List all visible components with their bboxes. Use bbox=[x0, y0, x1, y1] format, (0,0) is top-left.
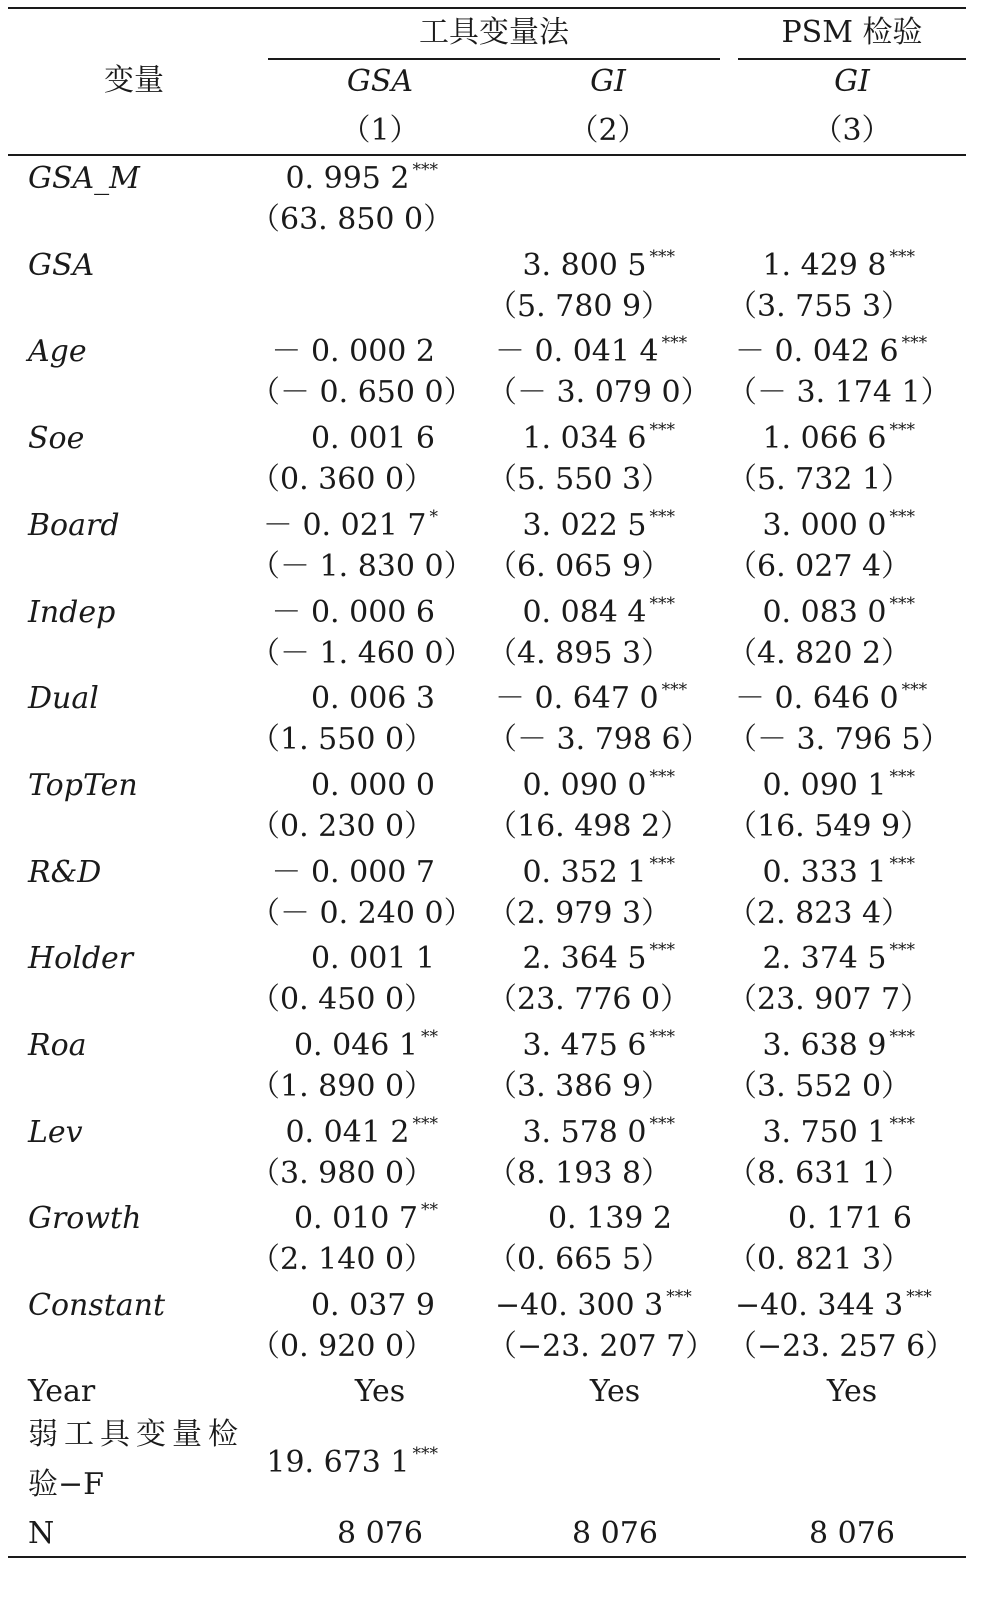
tstat-growth-c3: （0. 821 3） bbox=[727, 1242, 912, 1278]
significance-stars: *** bbox=[901, 680, 928, 701]
col2-number: （2） bbox=[568, 113, 648, 148]
significance-stars: * bbox=[429, 506, 438, 527]
coef-soe-c1 bbox=[258, 421, 438, 457]
coef-value: － 0. 042 6 bbox=[735, 334, 899, 370]
tstat-age-c1: （－ 0. 650 0） bbox=[250, 375, 474, 411]
coef-holder-c3 bbox=[735, 940, 915, 977]
weak-iv-label-line1: 弱工具变量检 bbox=[28, 1417, 244, 1452]
coef-topten-c2 bbox=[495, 766, 675, 803]
coef-topten-c3 bbox=[735, 766, 915, 803]
tstat-indep-c3: （4. 820 2） bbox=[727, 635, 912, 671]
coef-soe-c2 bbox=[495, 420, 675, 457]
coef-gsa-c3 bbox=[735, 246, 915, 283]
coef-value: 0. 001 6 bbox=[310, 421, 435, 457]
coef-indep-c1 bbox=[258, 594, 438, 630]
significance-stars: *** bbox=[412, 1113, 438, 1134]
tstat-growth-c2: （0. 665 5） bbox=[487, 1242, 672, 1278]
tstat-topten-c1: （0. 230 0） bbox=[250, 808, 435, 844]
coef-gsa-c2 bbox=[495, 246, 675, 283]
coef-age-c2 bbox=[495, 333, 688, 370]
row-label-lev: Lev bbox=[28, 1114, 83, 1150]
tstat-topten-c3: （16. 549 9） bbox=[727, 808, 931, 844]
significance-stars: *** bbox=[661, 333, 688, 354]
significance-stars: *** bbox=[889, 1113, 915, 1134]
coef-gsa-m-c3 bbox=[735, 164, 915, 194]
significance-stars: *** bbox=[649, 766, 675, 787]
coef-board-c1 bbox=[258, 506, 438, 543]
significance-stars: *** bbox=[649, 853, 675, 874]
significance-stars: *** bbox=[889, 593, 915, 614]
top-rule bbox=[8, 7, 966, 9]
tstat-growth-c1: （2. 140 0） bbox=[250, 1242, 435, 1278]
row-label-indep: Indep bbox=[28, 594, 116, 630]
coef-value: 1. 429 8 bbox=[762, 247, 887, 283]
coef-value: － 0. 647 0 bbox=[495, 681, 659, 717]
significance-stars: *** bbox=[889, 940, 915, 961]
coef-constant-c2 bbox=[495, 1287, 692, 1324]
coef-roa-c1 bbox=[258, 1027, 438, 1063]
coef-lev-c3 bbox=[735, 1113, 915, 1150]
group-header-psm: PSM 检验 bbox=[781, 15, 923, 50]
tstat-dual-c2: （－ 3. 798 6） bbox=[487, 722, 711, 758]
coef-value: 0. 000 0 bbox=[310, 767, 435, 803]
significance-stars: *** bbox=[666, 1287, 692, 1308]
coef-value: 3. 578 0 bbox=[522, 1114, 647, 1150]
coef-value: 0. 010 7 bbox=[293, 1201, 418, 1237]
tstat-board-c3: （6. 027 4） bbox=[727, 548, 912, 584]
tstat-gsa-c3: （3. 755 3） bbox=[727, 288, 912, 324]
significance-stars: *** bbox=[889, 853, 915, 874]
tstat-dual-c3: （－ 3. 796 5） bbox=[727, 722, 951, 758]
tstat-r-d-c1: （－ 0. 240 0） bbox=[250, 895, 474, 931]
year-col2: Yes bbox=[589, 1374, 641, 1409]
weak-iv-stars: *** bbox=[412, 1444, 438, 1464]
row-label-growth: Growth bbox=[28, 1201, 142, 1237]
coef-value: 1. 034 6 bbox=[522, 421, 647, 457]
significance-stars: *** bbox=[649, 506, 675, 527]
n-col2: 8 076 bbox=[572, 1516, 658, 1551]
group2-underline bbox=[738, 58, 966, 60]
row-label-age: Age bbox=[28, 334, 87, 370]
coef-r-d-c1 bbox=[258, 854, 438, 890]
coef-value: － 0. 041 4 bbox=[495, 334, 659, 370]
significance-stars: *** bbox=[889, 1027, 915, 1047]
tstat-soe-c2: （5. 550 3） bbox=[487, 462, 672, 498]
coef-gsa-m-c2 bbox=[495, 164, 675, 194]
row-label-dual: Dual bbox=[28, 681, 99, 717]
tstat-board-c1: （－ 1. 830 0） bbox=[250, 548, 474, 584]
row-label-r-d: R&D bbox=[28, 854, 102, 890]
coef-value: － 0. 646 0 bbox=[735, 681, 899, 717]
tstat-holder-c1: （0. 450 0） bbox=[250, 982, 435, 1018]
coef-value: 0. 171 6 bbox=[787, 1201, 912, 1237]
tstat-indep-c2: （4. 895 3） bbox=[487, 635, 672, 671]
coef-value: −40. 344 3 bbox=[735, 1288, 904, 1324]
tstat-constant-c3: （−23. 257 6） bbox=[727, 1329, 956, 1365]
coef-roa-c3 bbox=[735, 1027, 915, 1063]
coef-roa-c2 bbox=[495, 1027, 675, 1063]
coef-soe-c3 bbox=[735, 420, 915, 457]
tstat-roa-c2: （3. 386 9） bbox=[487, 1069, 672, 1104]
coef-indep-c2 bbox=[495, 593, 675, 630]
col2-header: GI bbox=[590, 64, 626, 99]
significance-stars: *** bbox=[649, 940, 675, 961]
significance-stars: *** bbox=[889, 766, 915, 787]
bottom-rule bbox=[8, 1556, 966, 1558]
variable-header: 变量 bbox=[104, 63, 164, 98]
coef-growth-c2 bbox=[495, 1201, 675, 1237]
coef-lev-c2 bbox=[495, 1113, 675, 1150]
coef-r-d-c3 bbox=[735, 853, 915, 890]
coef-age-c3 bbox=[735, 333, 928, 370]
significance-stars: *** bbox=[661, 680, 688, 701]
significance-stars: *** bbox=[889, 506, 915, 527]
tstat-lev-c1: （3. 980 0） bbox=[250, 1155, 435, 1191]
significance-stars: ** bbox=[421, 1200, 438, 1221]
coef-value: 0. 084 4 bbox=[522, 594, 647, 630]
coef-gsa-c1 bbox=[258, 251, 438, 281]
n-col1: 8 076 bbox=[337, 1516, 423, 1551]
coef-topten-c1 bbox=[258, 767, 438, 803]
tstat-soe-c1: （0. 360 0） bbox=[250, 462, 435, 498]
tstat-age-c2: （－ 3. 079 0） bbox=[487, 375, 711, 411]
tstat-roa-c3: （3. 552 0） bbox=[727, 1069, 912, 1104]
coef-holder-c2 bbox=[495, 940, 675, 977]
col1-number: （1） bbox=[340, 113, 420, 148]
group-header-iv: 工具变量法 bbox=[419, 15, 569, 50]
coef-value: 3. 750 1 bbox=[762, 1114, 887, 1150]
n-label: N bbox=[28, 1516, 55, 1551]
significance-stars: *** bbox=[649, 1027, 675, 1047]
tstat-constant-c1: （0. 920 0） bbox=[250, 1329, 435, 1365]
coef-value: 0. 995 2 bbox=[285, 161, 410, 196]
significance-stars: *** bbox=[649, 420, 675, 441]
coef-value: 0. 352 1 bbox=[522, 854, 647, 890]
tstat-board-c2: （6. 065 9） bbox=[487, 548, 672, 584]
weak-iv-number: 19. 673 1 bbox=[266, 1445, 410, 1480]
coef-growth-c3 bbox=[735, 1201, 915, 1237]
significance-stars: ** bbox=[421, 1027, 438, 1047]
coef-holder-c1 bbox=[258, 941, 438, 977]
coef-value: 0. 037 9 bbox=[310, 1288, 435, 1324]
significance-stars: *** bbox=[906, 1287, 932, 1308]
coef-value: 1. 066 6 bbox=[762, 421, 887, 457]
tstat-lev-c2: （8. 193 8） bbox=[487, 1155, 672, 1191]
coef-value: −40. 300 3 bbox=[495, 1288, 664, 1324]
col3-header: GI bbox=[834, 64, 870, 99]
col3-number: （3） bbox=[812, 113, 892, 148]
tstat-holder-c3: （23. 907 7） bbox=[727, 982, 931, 1018]
coef-value: － 0. 000 7 bbox=[271, 854, 435, 890]
coef-value: 0. 090 0 bbox=[522, 767, 647, 803]
coef-value: 3. 800 5 bbox=[522, 247, 647, 283]
coef-gsa-m-c1 bbox=[258, 160, 438, 196]
coef-value: 2. 364 5 bbox=[522, 941, 647, 977]
significance-stars: *** bbox=[412, 160, 438, 180]
coef-constant-c1 bbox=[258, 1288, 438, 1324]
group1-underline bbox=[268, 58, 720, 60]
year-col1: Yes bbox=[354, 1374, 406, 1409]
coef-lev-c1 bbox=[258, 1113, 438, 1150]
significance-stars: *** bbox=[649, 593, 675, 614]
coef-value: 3. 022 5 bbox=[522, 507, 647, 543]
coef-value: 0. 333 1 bbox=[762, 854, 887, 890]
coef-value: 3. 475 6 bbox=[522, 1028, 647, 1063]
row-label-soe: Soe bbox=[28, 421, 85, 457]
tstat-dual-c1: （1. 550 0） bbox=[250, 722, 435, 758]
coef-value: 2. 374 5 bbox=[762, 941, 887, 977]
coef-value: 0. 006 3 bbox=[310, 681, 435, 717]
weak-iv-label-line2: 验−F bbox=[28, 1467, 104, 1502]
coef-value: 3. 000 0 bbox=[762, 507, 887, 543]
tstat-age-c3: （－ 3. 174 1） bbox=[727, 375, 951, 411]
tstat-r-d-c3: （2. 823 4） bbox=[727, 895, 912, 931]
year-label: Year bbox=[28, 1374, 96, 1409]
tstat-soe-c3: （5. 732 1） bbox=[727, 462, 912, 498]
coef-value: 0. 139 2 bbox=[547, 1201, 672, 1237]
coef-value: － 0. 000 6 bbox=[271, 594, 435, 630]
coef-dual-c2 bbox=[495, 680, 688, 717]
coef-value: 0. 083 0 bbox=[762, 594, 887, 630]
tstat-indep-c1: （－ 1. 460 0） bbox=[250, 635, 474, 671]
significance-stars: *** bbox=[889, 246, 915, 267]
row-label-holder: Holder bbox=[28, 941, 134, 977]
n-col3: 8 076 bbox=[809, 1516, 895, 1551]
coef-dual-c3 bbox=[735, 680, 928, 717]
tstat-lev-c3: （8. 631 1） bbox=[727, 1155, 912, 1191]
coef-growth-c1 bbox=[258, 1200, 438, 1237]
col1-header: GSA bbox=[346, 64, 414, 99]
row-label-topten: TopTen bbox=[28, 767, 138, 803]
row-label-constant: Constant bbox=[28, 1288, 166, 1324]
tstat-roa-c1: （1. 890 0） bbox=[250, 1069, 435, 1104]
coef-board-c2 bbox=[495, 506, 675, 543]
coef-value: 0. 046 1 bbox=[293, 1028, 418, 1063]
tstat-topten-c2: （16. 498 2） bbox=[487, 808, 691, 844]
coef-age-c1 bbox=[258, 334, 438, 370]
significance-stars: *** bbox=[649, 246, 675, 267]
coef-value: 3. 638 9 bbox=[762, 1028, 887, 1063]
row-label-roa: Roa bbox=[28, 1028, 87, 1063]
year-col3: Yes bbox=[826, 1374, 878, 1409]
coef-board-c3 bbox=[735, 506, 915, 543]
significance-stars: *** bbox=[649, 1113, 675, 1134]
tstat-gsa-c2: （5. 780 9） bbox=[487, 288, 672, 324]
significance-stars: *** bbox=[901, 333, 928, 354]
row-label-gsa: GSA bbox=[28, 247, 95, 283]
tstat-constant-c2: （−23. 207 7） bbox=[487, 1329, 716, 1365]
coef-constant-c3 bbox=[735, 1287, 932, 1324]
coef-indep-c3 bbox=[735, 593, 915, 630]
tstat-r-d-c2: （2. 979 3） bbox=[487, 895, 672, 931]
coef-dual-c1 bbox=[258, 681, 438, 717]
coef-r-d-c2 bbox=[495, 853, 675, 890]
header-rule bbox=[8, 154, 966, 156]
tstat-holder-c2: （23. 776 0） bbox=[487, 982, 691, 1018]
row-label-board: Board bbox=[28, 507, 120, 543]
coef-value: 0. 090 1 bbox=[762, 767, 887, 803]
tstat-gsa-m-c1: （63. 850 0） bbox=[250, 202, 454, 237]
coef-value: － 0. 021 7 bbox=[262, 507, 427, 543]
coef-value: － 0. 000 2 bbox=[271, 334, 435, 370]
weak-iv-value bbox=[258, 1444, 438, 1480]
coef-value: 0. 001 1 bbox=[310, 941, 435, 977]
row-label-gsa-m: GSA_M bbox=[28, 161, 140, 196]
significance-stars: *** bbox=[889, 420, 915, 441]
coef-value: 0. 041 2 bbox=[285, 1114, 410, 1150]
